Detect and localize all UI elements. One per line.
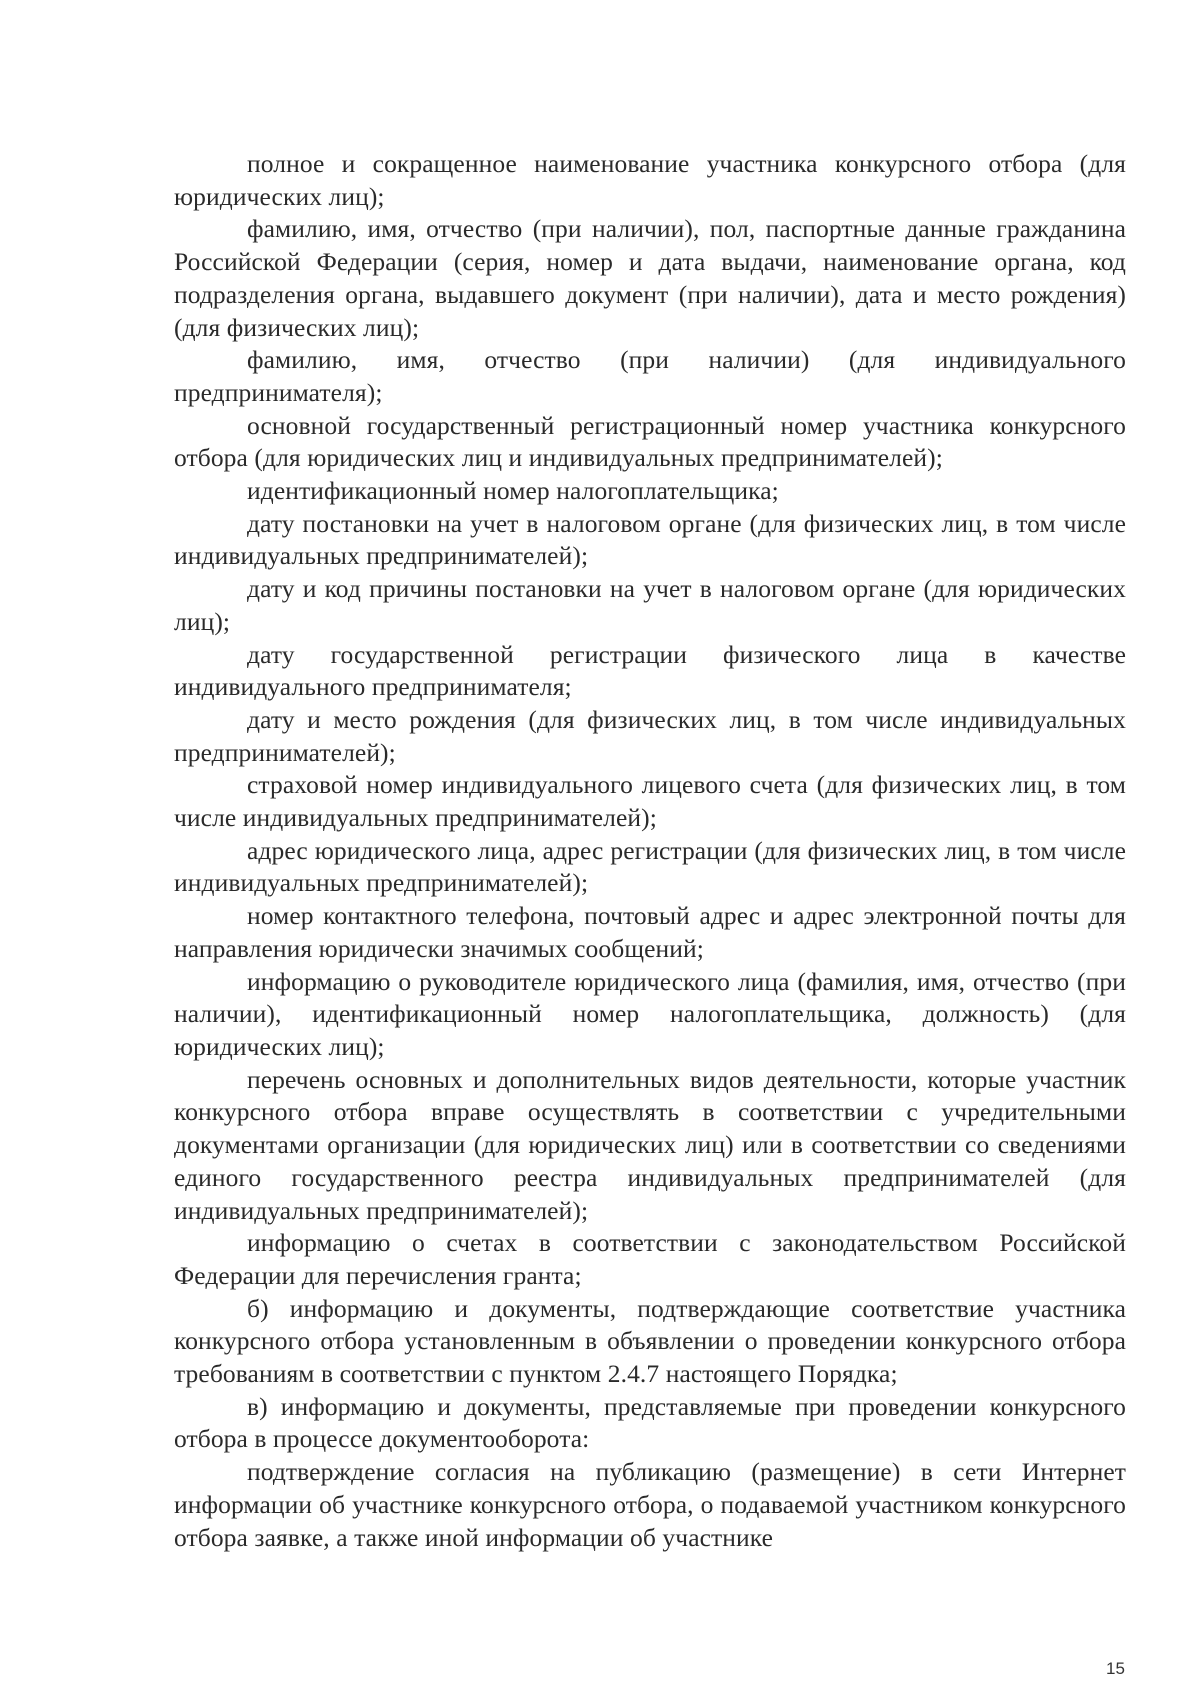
- paragraph: дату и код причины постановки на учет в налоговом органе (для юридических лиц);: [174, 574, 1126, 636]
- paragraph: дату и место рождения (для физических лиц, в том числе индивидуальных предпринимателей);: [174, 704, 1126, 767]
- paragraph: дату государственной регистрации физического лица в качестве индивидуального предпринимателя;: [174, 639, 1126, 702]
- document-body: [174, 148, 1126, 1554]
- paragraph: подтверждение согласия на публикацию (размещение) в сети Интернет информации об участнике конкурсного отбора, о подаваемой участником конкурсного отбора заявке, а также иной информации об участнике: [174, 1457, 1126, 1552]
- page-number: 15: [1106, 1659, 1125, 1678]
- paragraph: номер контактного телефона, почтовый адрес и адрес электронной почты для направления юридически значимых сообщений;: [174, 901, 1126, 963]
- paragraph: фамилию, имя, отчество (при наличии) (для индивидуального предпринимателя);: [174, 345, 1126, 407]
- paragraph: перечень основных и дополнительных видов деятельности, которые участник конкурсного отбора вправе осуществлять в соответствии с учредительными документами организации (для юридических лиц) или в соответствии со сведениями единого государственного реестра индивидуальных предпринимателей (для индивидуальных предпринимателей);: [174, 1064, 1126, 1225]
- paragraph: страховой номер индивидуального лицевого счета (для физических лиц, в том числе индивидуальных предпринимателей);: [174, 770, 1126, 833]
- paragraph: в) информацию и документы, представляемые при проведении конкурсного отбора в процессе документооборота:: [174, 1391, 1126, 1454]
- paragraph: полное и сокращенное наименование участника конкурсного отбора (для юридических лиц);: [174, 149, 1126, 211]
- paragraph: информацию о счетах в соответствии с законодательством Российской Федерации для перечисления гранта;: [174, 1228, 1126, 1290]
- paragraph: основной государственный регистрационный номер участника конкурсного отбора (для юридических лиц и индивидуальных предпринимателей);: [174, 410, 1126, 473]
- paragraph: информацию о руководителе юридического лица (фамилия, имя, отчество (при наличии), идентификационный номер налогоплательщика, должность) (для юридических лиц);: [174, 966, 1126, 1061]
- paragraph: б) информацию и документы, подтверждающие соответствие участника конкурсного отбора установленным в объявлении о проведении конкурсного отбора требованиям в соответствии с пунктом 2.4.7 настоящего Порядка;: [174, 1293, 1126, 1389]
- paragraph: адрес юридического лица, адрес регистрации (для физических лиц, в том числе индивидуальных предпринимателей);: [174, 835, 1126, 898]
- paragraph: фамилию, имя, отчество (при наличии), пол, паспортные данные гражданина Российской Федерации (серия, номер и дата выдачи, наименование органа, код подразделения органа, выдавшего документ (при наличии), дата и место рождения) (для физических лиц);: [174, 214, 1126, 342]
- paragraph: дату постановки на учет в налоговом органе (для физических лиц, в том числе индивидуальных предпринимателей);: [174, 508, 1126, 571]
- paragraph: идентификационный номер налогоплательщика;: [247, 476, 779, 506]
